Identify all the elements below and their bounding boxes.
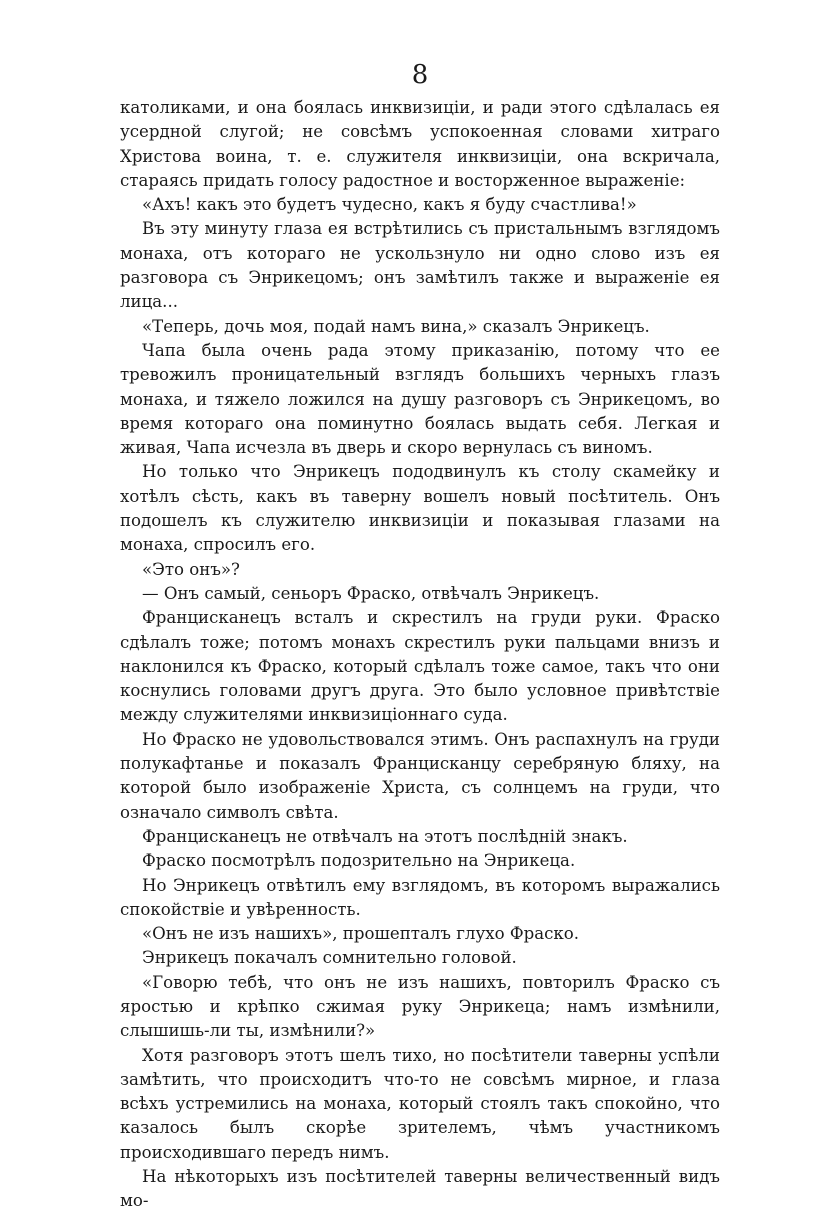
paragraph: «Онъ не изъ нашихъ», прошепталъ глухо Фраско. (142, 924, 580, 944)
paragraph: Францисканецъ всталъ и скрестилъ на груди руки. Фраско сдѣлалъ тоже; потомъ монахъ скрестилъ руки пальцами внизъ и наклонился къ Фраско, который сдѣлалъ тоже самое, такъ что они коснулись головами другъ друга. Это было условное привѣтствіе между служителями инквизиціоннаго суда. (120, 608, 720, 725)
paragraph: Въ эту минуту глаза ея встрѣтились съ пристальнымъ взглядомъ монаха, отъ котораго не ускользнуло ни одно слово изъ ея разговора съ Энрикецомъ; онъ замѣтилъ также и выраженіе ея лица... (120, 219, 720, 312)
paragraph: Энрикецъ покачалъ сомнительно головой. (142, 948, 517, 968)
paragraph: «Это онъ»? (142, 559, 240, 579)
paragraph: Фраско посмотрѣлъ подозрительно на Энрикеца. (142, 851, 576, 871)
paragraph: На нѣкоторыхъ изъ посѣтителей таверны величественный видъ мо- (120, 1167, 720, 1211)
paragraph: Хотя разговоръ этотъ шелъ тихо, но посѣтители таверны успѣли замѣтить, что происходитъ что-то не совсѣмъ мирное, и глаза всѣхъ устремились на монаха, который стоялъ такъ спокойно, что казалось былъ скорѣе зрителемъ, чѣмъ участникомъ происходившаго передъ нимъ. (120, 1045, 720, 1162)
paragraph: «Теперь, дочь моя, подай намъ вина,» сказалъ Энрикецъ. (142, 316, 650, 336)
paragraph: Чапа была очень рада этому приказанію, потому что ее тревожилъ проницательный взглядъ большихъ черныхъ глазъ монаха, и тяжело ложился на душу разговоръ съ Энрикецомъ, во время котораго она поминутно боялась выдать себя. Легкая и живая, Чапа исчезла въ дверь и скоро вернулась съ виномъ. (120, 340, 720, 458)
paragraph: — Онъ самый, сеньоръ Фраско, отвѣчалъ Энрикецъ. (142, 583, 600, 603)
paragraph: «Говорю тебѣ, что онъ не изъ нашихъ, повторилъ Фраско съ яростью и крѣпко сжимая руку Энрикеца; намъ измѣнили, слышишь-ли ты, измѣнили?» (120, 972, 720, 1041)
paragraph: католиками, и она боялась инквизиціи, и ради этого сдѣлалась ея усердной слугой; не совсѣмъ успокоенная словами хитраго Христова воина, т. е. служителя инквизиціи, она вскричала, стараясь придать голосу радостное и восторженное выраженіе: (120, 98, 720, 190)
paragraph: Но Энрикецъ отвѣтилъ ему взглядомъ, въ которомъ выражались спокойствіе и увѣренность. (120, 875, 720, 919)
body-text (120, 96, 720, 1214)
page-number: 8 (411, 60, 429, 90)
paragraph: Но только что Энрикецъ пододвинулъ къ столу скамейку и хотѣлъ сѣсть, какъ въ таверну вошелъ новый посѣтитель. Онъ подошелъ къ служителю инквизиціи и показывая глазами на монаха, спросилъ его. (120, 462, 720, 555)
paragraph: Но Фраско не удовольствовался этимъ. Онъ распахнулъ на груди полукафтанье и показалъ Францисканцу серебряную бляху, на которой было изображеніе Христа, съ солнцемъ на груди, что означало символъ свѣта. (120, 729, 720, 822)
paragraph: Францисканецъ не отвѣчалъ на этотъ послѣдній знакъ. (142, 826, 628, 846)
paragraph: «Ахъ! какъ это будетъ чудесно, какъ я буду счастлива!» (142, 195, 637, 215)
